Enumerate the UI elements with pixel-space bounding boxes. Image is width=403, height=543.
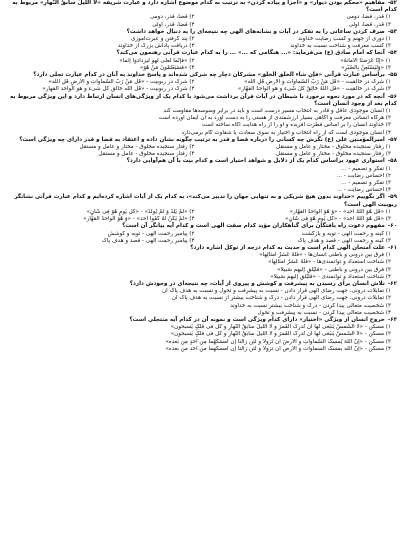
question-block	[4, 29, 397, 51]
answer-option[interactable]: ۱) مسکن - «لَا الشَّمسُ یَنبَغی لَها أن تُدرِکَ القَمرَ و لَا اللیلُ سابقُ النّهارِ و کُلٌّ فی فَلکٍ یَسبحون»	[170, 324, 391, 331]
answer-option[interactable]: ۳) شخصیت متعالی پیدا کردن - درک و شناخت بیشتر نسبت به خداوند	[230, 302, 391, 309]
question-number: ۶۱-	[387, 244, 397, 251]
answer-option[interactable]: ۴) شرک در ربوبیت - «قُلْ الله خالق کل شیء و هو الواحد القهار»	[42, 86, 195, 93]
answer-options	[4, 108, 397, 137]
answer-option[interactable]: ۳) شرک در خالقیت - «قُلْ اللهُ خالِقُ کُلِّ شَیء و هو الواحدُ القهّار»	[237, 86, 391, 93]
question-stem	[4, 194, 397, 208]
answer-options	[4, 144, 397, 158]
answer-option[interactable]: ۳) «وَلْیَسْتَعِنْ بِالصَّبْرِ»	[341, 64, 391, 71]
question-block	[4, 158, 397, 194]
answer-option[interactable]: ۱) کینه و رحمت الهی - توبه و بازگشت	[301, 230, 391, 237]
answer-option[interactable]: ۱) «قُلْ هُوَ اللهُ أحد» - «وَ هُوَ الواحدُ القهّار»	[289, 208, 391, 215]
answer-option[interactable]: ۴) قضا، قدر، اولی	[152, 21, 195, 28]
question-text: خروج انسان از ویژگی «اختیار» دارای کدام ویژگی است و نمونه آن در کدام آیه منتجلی است؟	[129, 316, 385, 323]
answer-option[interactable]: ۱) تمایلات درونی، جهت رضای الهی قرار دادن - نسبت به پیشرفت و تحول و نسبت به هدف پاک آن	[162, 288, 391, 295]
answer-option[interactable]: ۱) فرق بین درونی و باطنی انسان‌ها - «فَلَهُ عَشرُ أمثالِها»	[259, 252, 391, 259]
question-number: ۵۸-	[387, 158, 397, 165]
question-text: صرف کردن ساعاتی را به تفکر در آیات و نشانه‌های الهی چه نتیجه‌ای را به دنبال خواهد داشت؟	[126, 28, 385, 35]
question-block	[4, 245, 397, 281]
answer-option[interactable]: ۳) خداوند انسان را بر اساس فطرت آفریده و او را از راه هدایت آگاه ساخته است	[202, 122, 391, 129]
answer-option[interactable]: ۴) احساس رضایت - ...	[336, 187, 391, 194]
question-block	[4, 194, 397, 223]
question-text: اگر بگوییم «خداوند بدون هیچ شریکی و به تنهایی جهان را تدبیر می‌کند»، به کدام یک از آیات اشاره کرده‌ایم و کدام عبارت قرآنی نشانگر ربوبیت الهی است؟	[14, 194, 397, 208]
answer-options	[4, 36, 397, 50]
question-text: استواری عهود براساس کدام یک از دلایل و شواهد اختیار است و کدام بیت با آن هم‌آوایی دارد؟	[126, 158, 385, 165]
answer-option[interactable]: ۴) پیامبر رحمت الهی - قصد و هدف پاک	[101, 237, 195, 244]
answer-options	[4, 209, 397, 223]
answer-option[interactable]: ۴) شناخت استعداد و توانمندی - «فَلْيُلْقِ إليهم سَبيلاً»	[270, 273, 391, 280]
question-stem	[4, 94, 397, 108]
answer-option[interactable]: ۳) رفتار سنجیده مخلوق - مختار و عامل و مستقل	[275, 151, 391, 158]
answer-option[interactable]: ۲) احساس رضایت - ...	[336, 172, 391, 179]
answer-option[interactable]: ۱) انسان موجودی عاقل و قادر به انتخاب مسیر درست است و باید در برابر وسوسه‌ها مقاومت کند	[163, 108, 391, 115]
answer-options	[4, 58, 397, 72]
answer-options	[4, 288, 397, 317]
answer-option[interactable]: ۲) مسکن - «لَا الشَّمسُ یَنبَغی لَها أن تُدرِکَ القَمرَ و لَا اللیلُ سابقُ النّهارِ و کُلٌّ فی فَلکٍ یَسبحون»	[170, 331, 391, 338]
question-stem	[4, 29, 397, 36]
answer-option[interactable]: ۲) پند گرفتن و عبرت‌آموزی	[131, 36, 195, 43]
question-text: تلاش انسان برای رسیدن به پیشرفت و کوشش و پیروی از آیات، چه نتیجه‌ای در وجودش دارد؟	[129, 280, 385, 287]
answer-option[interactable]: ۴) مسکن - «إنّ الله یمسک السماوات و الأرض أن تزولا و لئن زالتا إن أمسکهما من أحد من بعده»	[165, 345, 391, 352]
answer-option[interactable]: ۱) دوری از جهنم و کسب رضایت خداوند	[298, 36, 391, 43]
answer-options	[4, 166, 397, 195]
answer-option[interactable]: ۳) کسب معرفت و شناخت نسبت به خداوند	[290, 43, 391, 50]
answer-option[interactable]: ۲) قضا، قدر، دومی	[149, 14, 195, 21]
question-stem	[4, 0, 397, 14]
answer-options	[4, 14, 397, 28]
answer-options	[4, 231, 397, 245]
question-text: براساس عبارت قرآنی «فإن شاء الخلق الخلق» مشرکان دچار چه شرکی شده‌اند و پاسخ خداوند به آنان در کدام عبارت تجلی دارد؟	[33, 72, 385, 79]
question-text: مفهوم دعوت راه یافتگان برای گناهکاران مؤید کدام صفت الهی است و کدام آیه بیانگر آن است؟	[122, 223, 385, 230]
question-number: ۵۹-	[387, 194, 397, 201]
answer-option[interactable]: ۲) «لَمْ یَلِدْ وَ لَمْ یُولَدْ» - «کُلَّ یَومٍ هُوَ فِی شَأنٍ»	[86, 208, 195, 215]
answer-option[interactable]: ۱) قدر، قضا، دومی	[346, 14, 391, 21]
question-text: امیرالمؤمنین علی (ع) نگرش چه کسانی را درباره قضا و قدر به ترتیب چگونه نشان داده و اعتقاد به قضا و قدر دارای چه ویژگی است؟	[19, 136, 385, 143]
question-stem	[4, 137, 397, 144]
answer-option[interactable]: ۳) قدر، قضا، اولی	[348, 21, 391, 28]
question-stem	[4, 50, 397, 57]
answer-option[interactable]: ۴) رفتار سنجیده مخلوق - عامل و مستقل	[98, 151, 195, 158]
answer-options	[4, 79, 397, 93]
answer-options	[4, 324, 397, 353]
answer-option[interactable]: ۲) هرگاه انسانی معرفت و آگاهی بسیار ارزشمندی از هستی را به دست آورد به آن ایمان آورده است	[158, 115, 391, 122]
question-stem	[4, 223, 397, 230]
answer-option[interactable]: ۲) رفتار سنجیده مخلوق - مختار و عامل و مستقل	[79, 144, 195, 151]
answer-option[interactable]: ۴) «فَسَيَعْلَمُونَ مَنْ هُوَ»	[139, 64, 195, 71]
question-block	[4, 223, 397, 245]
question-number: ۵۶-	[387, 93, 397, 100]
question-text: مفاهیم «محکم بودن دیوار» و «اجرا و پیاده کردن» به ترتیب به کدام موضوع اشاره دارد و عبارت شریفه «لا اللَّیلُ سابقُ النّهارِ» مربوط به کدام است؟	[12, 0, 397, 14]
question-block	[4, 94, 397, 137]
answer-option[interactable]: ۲) تمایلات درونی، جهت رضای الهی قرار دادن - درک و شناخت بیشتر از نسبت به هدف پاک آن	[171, 295, 391, 302]
answer-option[interactable]: ۴) انسان موجودی است که از راه انتخاب و اختیار به سوی سعادت یا شقاوت گام برمی‌دارد	[181, 129, 391, 136]
answer-option[interactable]: ۳) فرق بین درونی و باطنی - «فَلْيُلْقِ إليهم سَبيلاً»	[277, 266, 391, 273]
question-number: ۵۳-	[387, 28, 397, 35]
answer-option[interactable]: ۱) شرک در خالقیت - «قُلْ مَنْ رَبُّ السَّماوات و الأرض قُلِ الله»	[243, 79, 391, 86]
question-text: آنجا که امام صادق (ع) می‌فرماید: «... هنگامی که ...» ... را به کدام عبارت قرآنی رهنمون می‌کند؟	[116, 50, 385, 57]
question-number: ۶۳-	[387, 316, 397, 323]
answer-option[interactable]: ۴) دریافت پاداش بزرگ از خداوند	[117, 43, 195, 50]
answer-option[interactable]: ۳) تفکر و تصمیم - ...	[341, 180, 391, 187]
question-block	[4, 317, 397, 353]
question-number: ۵۲-	[387, 0, 397, 6]
answer-option[interactable]: ۴) «لَمْ یَکُنْ لَهُ کُفُواً أحد» - «وَ هُوَ الواحدُ القهّار»	[83, 216, 195, 223]
question-block	[4, 72, 397, 94]
question-number: ۶۲-	[387, 280, 397, 287]
question-number: ۵۵-	[387, 72, 397, 79]
question-block	[4, 281, 397, 317]
question-block	[4, 137, 397, 159]
answer-option[interactable]: ۱) رفتار سنجیده مخلوق - مختار و عامل و مستقل	[275, 144, 391, 151]
question-stem	[4, 317, 397, 324]
question-stem	[4, 158, 397, 165]
answer-option[interactable]: ۱) «إنّا عَرَضنَا الأمانةَ»	[340, 57, 391, 64]
answer-options	[4, 252, 397, 281]
question-stem	[4, 72, 397, 79]
answer-option[interactable]: ۴) شخصیت متعالی پیدا کردن - نسبت به پیشرفت و تحول	[257, 309, 391, 316]
question-number: ۶۰-	[387, 223, 397, 230]
question-number: ۵۴-	[387, 50, 397, 57]
question-text: علت امتحان الهی کدام است و حدیث به کدام درجه از توکل اشاره دارد؟	[190, 244, 385, 251]
answer-option[interactable]: ۳) کینه و رحمت الهی - قصد و هدف پاک	[297, 237, 391, 244]
question-number: ۵۷-	[387, 136, 397, 143]
question-stem	[4, 245, 397, 252]
question-stem	[4, 281, 397, 288]
answer-option[interactable]: ۱) تفکر و تصمیم - ...	[341, 165, 391, 172]
answer-option[interactable]: ۲) شناخت استعداد و توانمندی‌ها - «فَلَهُ عَشرُ أمثالِها»	[268, 259, 391, 266]
question-block	[4, 0, 397, 29]
answer-option[interactable]: ۲) «فإنّما لعلی لهو لیزدادوا إثماً»	[119, 57, 195, 64]
answer-option[interactable]: ۲) شرک در ربوبیت - «قُلْ مَنْ رَبُّ السَّماواتِ و الأرضِ قُلِ الله»	[48, 79, 195, 86]
answer-option[interactable]: ۳) «قُلْ هُوَ اللهُ أحد» - «کُلَّ یَومٍ هُوَ فِی شَأنٍ»	[285, 216, 391, 223]
answer-option[interactable]: ۳) مسکن - «إنّ اللهَ یُمسِکُ السَّماواتِ و الأرضَ أن تَزولا و لَئِن زالَتا إن أمسَکَهُما مِن أحدٍ مِن بَعدِه»	[165, 338, 391, 345]
answer-option[interactable]: ۲) پیامبر رحمت الهی - توبه و کوشش	[107, 230, 195, 237]
question-text: آنچه که در مورد نحوه برخورد با شیطان در آیات قرآن برداشت می‌شود با کدام یک از ویژگی‌های انسان ارتباط دارد و این ویژگی مربوط به کدام بعد از وجود انسان است؟	[10, 93, 397, 107]
question-block	[4, 50, 397, 72]
